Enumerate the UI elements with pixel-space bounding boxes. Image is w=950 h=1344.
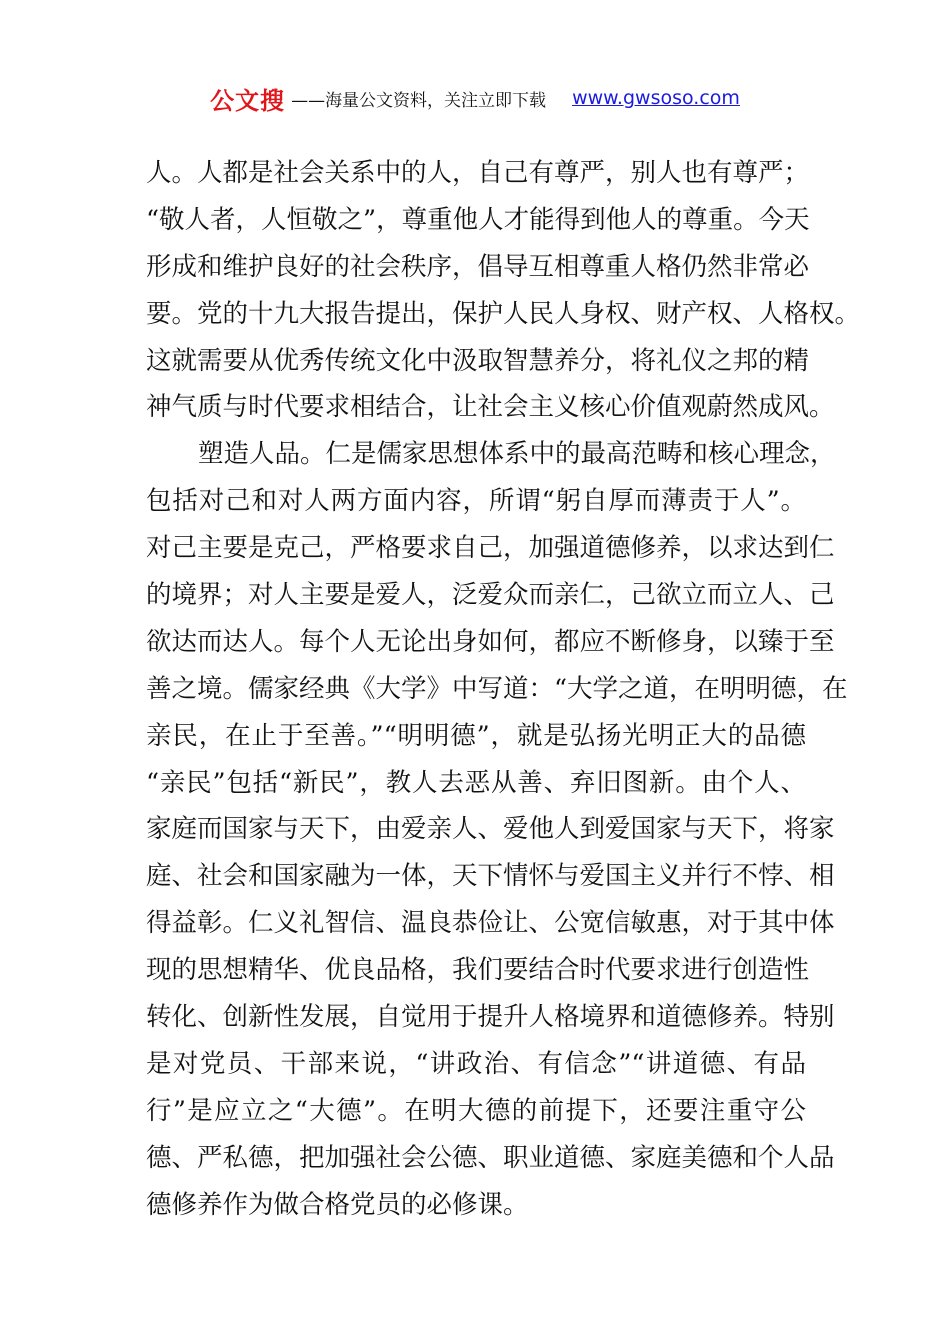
text-line: 形成和维护良好的社会秩序，倡导互相尊重人格仍然非常必 (146, 251, 810, 282)
text-line: 善之境。儒家经典《大学》中写道：“大学之道，在明明德，在 (146, 673, 848, 704)
text-line: 是对党员、干部来说，“讲政治、有信念”“讲道德、有品 (146, 1048, 806, 1079)
header-tagline: ——海量公文资料，关注立即下载 (291, 90, 547, 111)
text-line: 德修养作为做合格党员的必修课。 (146, 1189, 529, 1220)
brand-logo-text: 公文搜 (210, 86, 286, 115)
document-body (146, 150, 861, 1228)
text-line: 的境界；对人主要是爱人，泛爱众而亲仁，己欲立而立人、己 (146, 580, 835, 611)
text-line: 人。人都是社会关系中的人，自己有尊严，别人也有尊严； (146, 158, 810, 188)
text-line: 神气质与时代要求相结合，让社会主义核心价值观蔚然成风。 (146, 392, 835, 423)
text-line: 欲达而达人。每个人无论出身如何，都应不断修身，以臻于至 (146, 626, 835, 657)
text-line: 对己主要是克己，严格要求自己，加强道德修养，以求达到仁 (146, 533, 835, 564)
text-line: 包括对己和对人两方面内容，所谓“躬自厚而薄责于人”。 (146, 486, 806, 517)
paragraph-first-line: 塑造人品。仁是儒家思想体系中的最高范畴和核心理念， (198, 439, 836, 470)
text-line: 转化、创新性发展，自觉用于提升人格境界和道德修养。特别 (146, 1002, 835, 1033)
text-line: 要。党的十九大报告提出，保护人民人身权、财产权、人格权。 (146, 298, 861, 329)
text-line: 这就需要从优秀传统文化中汲取智慧养分，将礼仪之邦的精 (146, 345, 810, 376)
text-line: 德、严私德，把加强社会公德、职业道德、家庭美德和个人品 (146, 1142, 835, 1173)
text-line: 得益彰。仁义礼智信、温良恭俭让、公宽信敏惠，对于其中体 (146, 908, 835, 939)
text-line: 行”是应立之“大德”。在明大德的前提下，还要注重守公 (146, 1095, 806, 1126)
text-line: “亲民”包括“新民”，教人去恶从善、弃旧图新。由个人、 (146, 767, 806, 798)
website-link[interactable]: www.gwsoso.com (572, 87, 740, 109)
page-header (0, 80, 950, 116)
text-line: 现的思想精华、优良品格，我们要结合时代要求进行创造性 (146, 955, 810, 986)
text-line: “敬人者，人恒敬之”，尊重他人才能得到他人的尊重。今天 (146, 204, 810, 235)
text-line: 亲民，在止于至善。”“明明德”，就是弘扬光明正大的品德 (146, 720, 806, 751)
text-line: 庭、社会和国家融为一体，天下情怀与爱国主义并行不悖、相 (146, 861, 835, 892)
text-line: 家庭而国家与天下，由爱亲人、爱他人到爱国家与天下，将家 (146, 814, 835, 845)
